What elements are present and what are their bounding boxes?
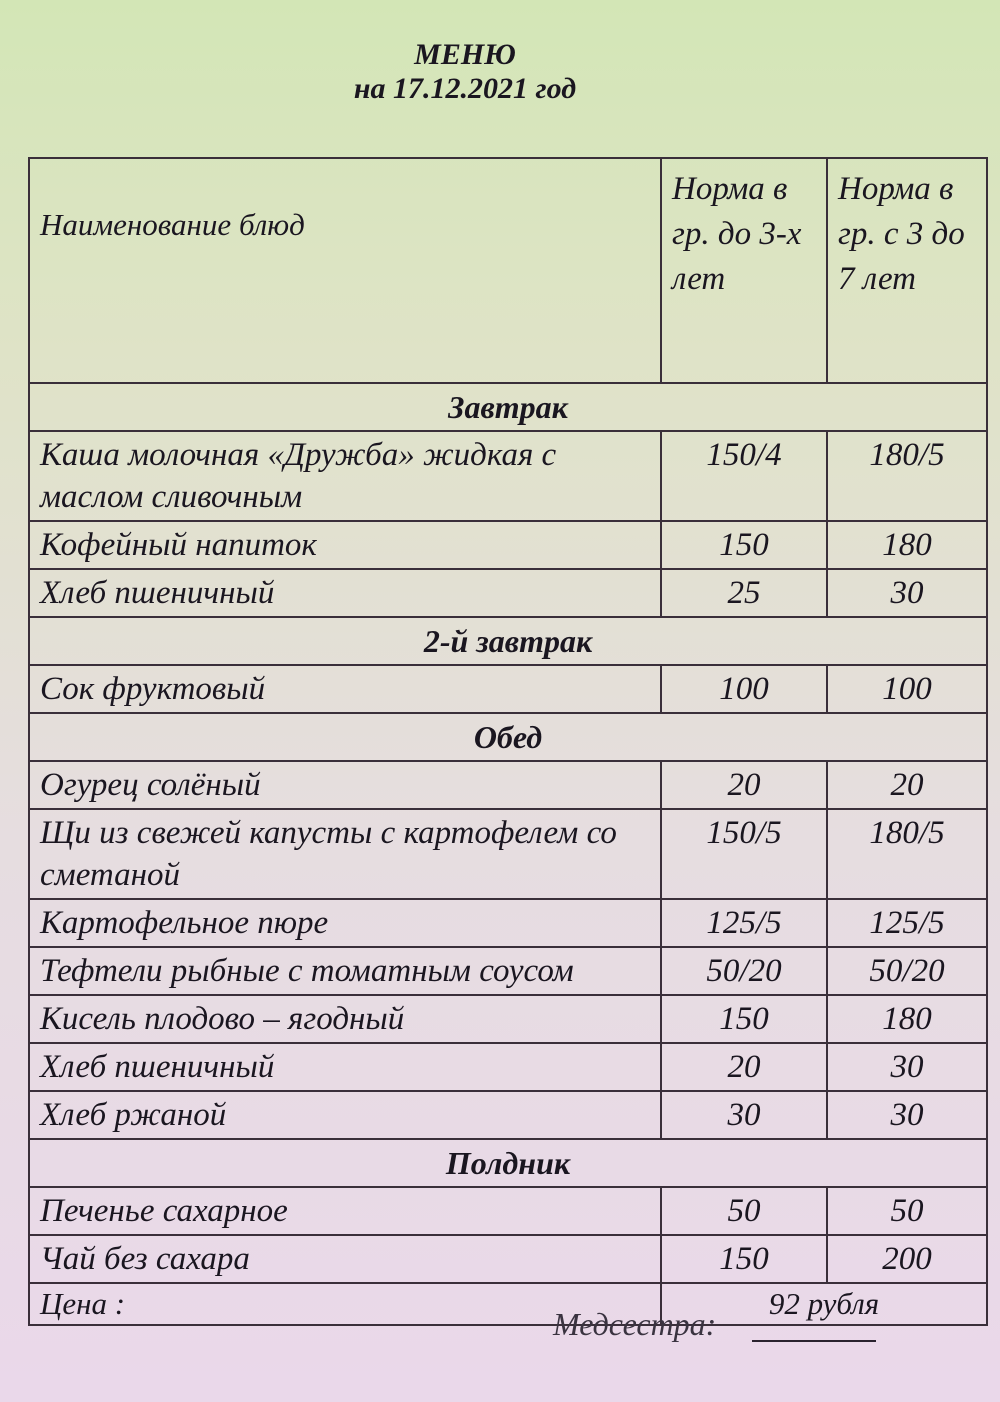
- dish-name: Каша молочная «Дружба» жидкая с маслом сливочным: [29, 431, 661, 521]
- header-row: [29, 158, 987, 383]
- norm-3-to-7: 50/20: [827, 947, 987, 995]
- dish-name: Картофельное пюре: [29, 899, 661, 947]
- dish-name: Тефтели рыбные с томатным соусом: [29, 947, 661, 995]
- norm-under-3: 20: [661, 1043, 827, 1091]
- menu-table: [28, 157, 988, 1326]
- section-title-second-breakfast: 2-й завтрак: [29, 617, 987, 665]
- price-row: [29, 1283, 987, 1325]
- norm-under-3: 25: [661, 569, 827, 617]
- price-value: 92 рубля: [661, 1283, 987, 1325]
- dish-name: Печенье сахарное: [29, 1187, 661, 1235]
- section-row: [29, 617, 987, 665]
- dish-name: Щи из свежей капусты с картофелем со сметаной: [29, 809, 661, 899]
- norm-under-3: 150: [661, 995, 827, 1043]
- section-title-afternoon-snack: Полдник: [29, 1139, 987, 1187]
- norm-3-to-7: 50: [827, 1187, 987, 1235]
- norm-under-3: 50/20: [661, 947, 827, 995]
- table-row: [29, 1043, 987, 1091]
- norm-3-to-7: 180/5: [827, 431, 987, 521]
- norm-under-3: 150/5: [661, 809, 827, 899]
- dish-name: Хлеб пшеничный: [29, 569, 661, 617]
- section-title-breakfast: Завтрак: [29, 383, 987, 431]
- norm-under-3: 150: [661, 1235, 827, 1283]
- norm-3-to-7: 30: [827, 569, 987, 617]
- table-row: [29, 761, 987, 809]
- table-row: [29, 995, 987, 1043]
- norm-3-to-7: 30: [827, 1043, 987, 1091]
- price-label: Цена :: [29, 1283, 661, 1325]
- table-row: [29, 1235, 987, 1283]
- document-title: МЕНЮ: [414, 38, 516, 71]
- section-title-lunch: Обед: [29, 713, 987, 761]
- nurse-signature-label: Медсестра:: [553, 1306, 717, 1342]
- table-row: [29, 899, 987, 947]
- table-row: [29, 569, 987, 617]
- norm-3-to-7: 180/5: [827, 809, 987, 899]
- signature-line: [752, 1340, 876, 1342]
- norm-3-to-7: 100: [827, 665, 987, 713]
- norm-3-to-7: 180: [827, 995, 987, 1043]
- norm-under-3: 50: [661, 1187, 827, 1235]
- norm-under-3: 100: [661, 665, 827, 713]
- table-row: [29, 665, 987, 713]
- header-dish-name: Наименование блюд: [29, 158, 661, 383]
- norm-under-3: 150: [661, 521, 827, 569]
- section-row: [29, 1139, 987, 1187]
- table-row: [29, 947, 987, 995]
- header-norm-under-3: Норма в гр. до 3-х лет: [661, 158, 827, 383]
- dish-name: Хлеб пшеничный: [29, 1043, 661, 1091]
- dish-name: Огурец солёный: [29, 761, 661, 809]
- table-row: [29, 1091, 987, 1139]
- dish-name: Сок фруктовый: [29, 665, 661, 713]
- dish-name: Чай без сахара: [29, 1235, 661, 1283]
- header-norm-3-to-7: Норма в гр. с 3 до 7 лет: [827, 158, 987, 383]
- norm-3-to-7: 30: [827, 1091, 987, 1139]
- norm-under-3: 20: [661, 761, 827, 809]
- document-title-block: [0, 38, 930, 106]
- norm-3-to-7: 200: [827, 1235, 987, 1283]
- table-row: [29, 809, 987, 899]
- norm-3-to-7: 20: [827, 761, 987, 809]
- section-row: [29, 713, 987, 761]
- norm-3-to-7: 180: [827, 521, 987, 569]
- dish-name: Кофейный напиток: [29, 521, 661, 569]
- norm-under-3: 150/4: [661, 431, 827, 521]
- dish-name: Хлеб ржаной: [29, 1091, 661, 1139]
- norm-under-3: 125/5: [661, 899, 827, 947]
- document-date: на 17.12.2021 год: [353, 72, 577, 105]
- section-row: [29, 383, 987, 431]
- table-row: [29, 431, 987, 521]
- table-row: [29, 521, 987, 569]
- table-row: [29, 1187, 987, 1235]
- norm-3-to-7: 125/5: [827, 899, 987, 947]
- dish-name: Кисель плодово – ягодный: [29, 995, 661, 1043]
- norm-under-3: 30: [661, 1091, 827, 1139]
